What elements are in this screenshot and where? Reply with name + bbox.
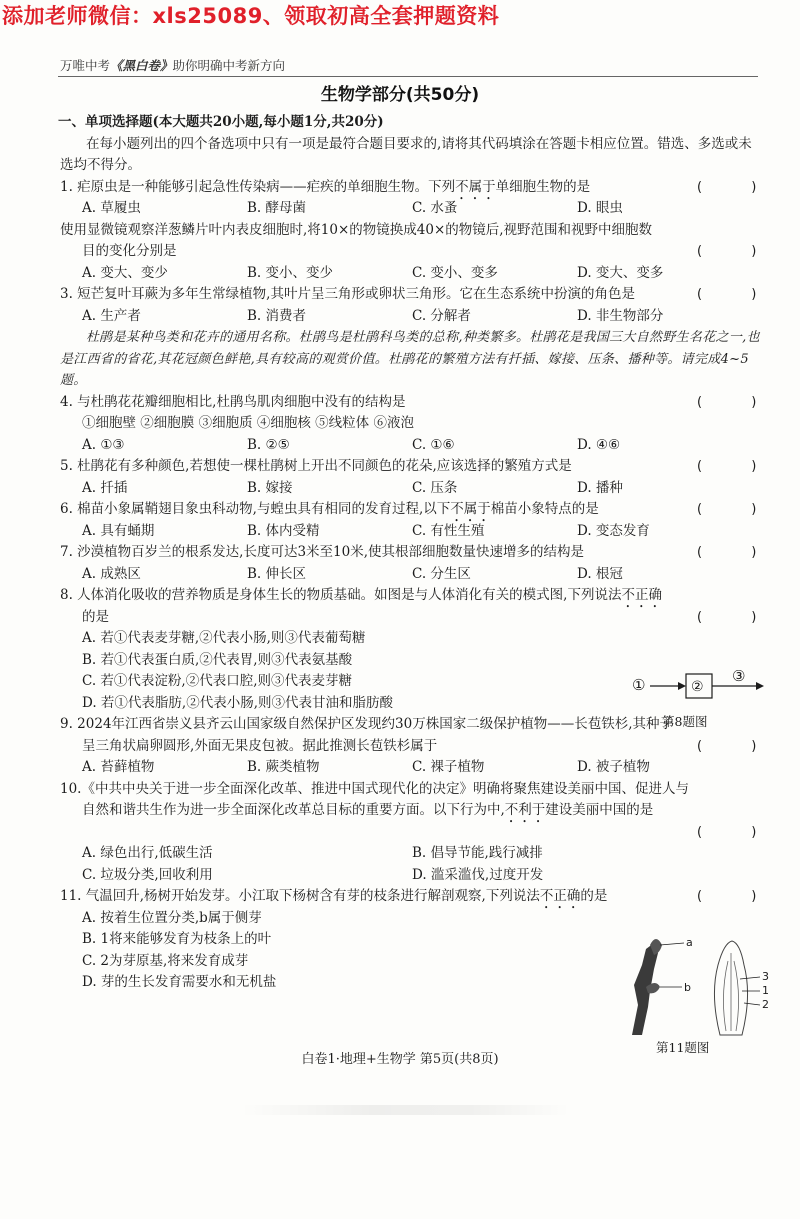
option-a: A. 草履虫	[82, 200, 141, 216]
option-c: C. 有性生殖	[412, 522, 485, 539]
option-a: A. 绿色出行,低碳生活	[82, 845, 213, 861]
question-3-options	[60, 306, 760, 328]
question-11-option-b: B. 1将来能够发育为枝条上的叶	[82, 931, 272, 947]
question-4-options	[60, 435, 760, 457]
question-11-option-a: A. 按着生位置分类,b属于侧芽	[82, 909, 262, 926]
reading-passage: 杜鹃是某种鸟类和花卉的通用名称。杜鹃鸟是杜鹃科鸟类的总称,种类繁多。杜鹃花是我国三大自然野生名花之一,也是江西省的省花,其花冠颜色鲜艳,具有较高的观赏价值。杜鹃花的繁殖方法有扦插、嫁接、压条、播种等。请完成4~5题。	[60, 330, 760, 388]
page-footer: 白卷1·地理+生物学 第5页(共8页)	[301, 1052, 499, 1067]
fig8-label-2: ②	[691, 679, 704, 695]
option-d: D. 非生物部分	[577, 307, 664, 324]
section-title: 生物学部分(共50分)	[320, 85, 480, 105]
answer-blank: ( )	[695, 824, 758, 840]
option-b: B. 嫁接	[247, 479, 293, 496]
section-heading: 一、单项选择题(本大题共20小题,每小题1分,共20分)	[58, 114, 384, 130]
fig8-arrowhead-out	[756, 682, 764, 690]
option-d: D. 滥采滥伐,过度开发	[412, 866, 544, 883]
label-line-a	[660, 943, 684, 945]
option-c: C. 压条	[412, 479, 458, 496]
question-5-options	[60, 478, 760, 500]
answer-blank: ( )	[695, 459, 758, 474]
question-9: 9. 2024年江西省崇义县齐云山国家级自然保护区发现约30万株国家二级保护植物——长苞铁杉,其种子	[60, 716, 673, 732]
answer-blank: ( )	[695, 179, 758, 195]
question-8-option-c: C. 若①代表淀粉,②代表口腔,则③代表麦芽糖	[82, 673, 353, 689]
fig11-label-3: 3	[762, 970, 769, 983]
option-d: D. 变大、变多	[577, 264, 664, 281]
fig11-label-b: b	[684, 981, 691, 994]
option-b: B. ②⑤	[247, 436, 290, 453]
bud-inner-leaves	[723, 953, 738, 1031]
option-d: D. 被子植物	[577, 759, 650, 775]
question-8-option-b: B. 若①代表蛋白质,②代表胃,则③代表氨基酸	[82, 651, 353, 668]
question-10: 10.《中共中央关于进一步全面深化改革、推进中国式现代化的决定》明确将聚焦建设美丽中国、促进人与	[60, 780, 689, 797]
option-a: A. 变大、变少	[82, 264, 168, 281]
option-b: B. 伸长区	[247, 565, 307, 582]
fig8-label-1: ①	[632, 676, 646, 694]
fig8-label-3: ③	[732, 670, 746, 685]
question-11-option-c: C. 2为芽原基,将来发育成芽	[82, 952, 249, 969]
question-10-cont: 自然和谐共生作为进一步全面深化改革总目标的重要方面。以下行为中,不利于建设美丽中国的是	[82, 802, 654, 818]
question-1: 1. 疟原虫是一种能够引起急性传染病——疟疾的单细胞生物。下列不属于单细胞生物的是 ( )	[60, 177, 760, 199]
option-c: C. 分生区	[412, 565, 471, 582]
option-c: C. 变小、变多	[412, 264, 498, 281]
answer-blank: ( )	[695, 394, 758, 410]
option-c: C. ①⑥	[412, 436, 455, 453]
question-10-options-row2	[60, 865, 760, 887]
answer-blank: ( )	[695, 889, 758, 904]
fig11-label-2: 2	[762, 998, 769, 1011]
question-3: 3. 短芒复叶耳蕨为多年生常绿植物,其叶片呈三角形或卵状三角形。它在生态系统中扮演的角色是 ( )	[60, 284, 760, 306]
option-c: C. 垃圾分类,回收利用	[82, 866, 213, 883]
option-d: D. 眼虫	[577, 200, 623, 216]
option-d: D. 变态发育	[577, 522, 650, 539]
figure-11-caption: 第11题图	[656, 1040, 710, 1055]
question-8: 8. 人体消化吸收的营养物质是身体生长的物质基础。如图是与人体消化有关的模式图,下列说法不正确	[60, 587, 662, 603]
question-6: 6. 棉苗小象属鞘翅目象虫科动物,与蝗虫具有相同的发育过程,以下不属于棉苗小象特点的是 ( )	[60, 499, 760, 521]
option-b: B. 体内受精	[247, 522, 320, 539]
fig11-label-1: 1	[762, 984, 769, 997]
option-b: B. 倡导节能,践行减排	[412, 845, 543, 861]
question-2: 使用显微镜观察洋葱鳞片叶内表皮细胞时,将10×的物镜换成40×的物镜后,视野范围和视野中细胞数	[60, 221, 653, 238]
option-c: C. 裸子植物	[412, 759, 485, 775]
question-9-options	[60, 757, 760, 779]
question-6-options	[60, 521, 760, 543]
question-10-options-row1	[60, 843, 760, 865]
question-11-option-d: D. 芽的生长发育需要水和无机盐	[82, 974, 277, 990]
fig8-arrowhead-in	[678, 682, 686, 690]
question-8-option-a: A. 若①代表麦芽糖,②代表小肠,则③代表葡萄糖	[82, 630, 366, 646]
brand-name: 《黑白卷》	[110, 58, 173, 73]
question-4: 4. 与杜鹃花花瓣细胞相比,杜鹃鸟肌肉细胞中没有的结构是 ( )	[60, 392, 760, 414]
option-c: C. 水蚤	[412, 200, 458, 216]
answer-blank: ( )	[695, 502, 758, 517]
question-9-cont: 呈三角状扁卵圆形,外面无果皮包被。据此推测长苞铁杉属于 ( )	[60, 736, 760, 758]
option-b: B. 变小、变少	[247, 264, 334, 281]
question-7: 7. 沙漠植物百岁兰的根系发达,长度可达3米至10米,使其根部细胞数量快速增多的结构是 ( )	[60, 542, 760, 564]
question-7-options	[60, 564, 760, 586]
promo-watermark: 添加老师微信：xls25089、领取初高全套押题资料	[2, 4, 500, 28]
question-content	[60, 112, 760, 994]
label-line-2	[744, 1003, 760, 1005]
question-1-options	[60, 198, 760, 220]
option-a: A. 生产者	[82, 307, 141, 324]
option-a: A. 成熟区	[82, 565, 141, 582]
question-5: 5. 杜鹃花有多种颜色,若想使一棵杜鹃树上开出不同颜色的花朵,应该选择的繁殖方式是 ( )	[60, 456, 760, 478]
poplar-bud-diagram	[610, 935, 780, 1040]
option-b: B. 蕨类植物	[247, 759, 320, 775]
option-d: D. ④⑥	[577, 436, 621, 453]
option-b: B. 酵母菌	[247, 200, 307, 216]
answer-blank: ( )	[695, 738, 758, 754]
question-8-option-d: D. 若①代表脂肪,②代表小肠,则③代表甘油和脂肪酸	[82, 694, 394, 711]
option-c: C. 分解者	[412, 307, 471, 324]
option-a: A. 苔藓植物	[82, 759, 155, 775]
answer-blank: ( )	[695, 545, 758, 560]
answer-blank: ( )	[695, 287, 758, 302]
question-2-options	[60, 263, 760, 285]
option-a: A. 具有蛹期	[82, 522, 155, 539]
figure-8-caption: 第8题图	[662, 714, 708, 729]
question-11: 11. 气温回升,杨树开始发芽。小江取下杨树含有芽的枝条进行解剖观察,下列说法不正确的是 ( )	[60, 886, 760, 908]
page-header: 万唯中考《黑白卷》助你明确中考新方向	[60, 58, 286, 73]
instructions: 在每小题列出的四个备选项中只有一项是最符合题目要求的,请将其代码填涂在答题卡相应位置。错选、多选或未选均不得分。	[60, 135, 752, 173]
label-line-3	[740, 977, 760, 979]
header-divider	[58, 76, 758, 77]
option-b: B. 消费者	[247, 307, 307, 324]
option-a: A. 扦插	[82, 479, 128, 496]
question-8-cont: 的是 ( )	[60, 607, 760, 629]
answer-blank: ( )	[695, 244, 758, 259]
answer-blank: ( )	[695, 609, 758, 625]
question-10-blank-line	[60, 822, 760, 844]
question-2-cont: 目的变化分别是 ( )	[60, 241, 760, 263]
scan-smudge	[240, 1105, 570, 1115]
fig11-label-a: a	[686, 936, 693, 949]
option-a: A. ①③	[82, 436, 125, 453]
question-4-items: ①细胞壁 ②细胞膜 ③细胞质 ④细胞核 ⑤线粒体 ⑥液泡	[82, 415, 414, 431]
option-d: D. 根冠	[577, 565, 623, 582]
option-d: D. 播种	[577, 479, 623, 496]
